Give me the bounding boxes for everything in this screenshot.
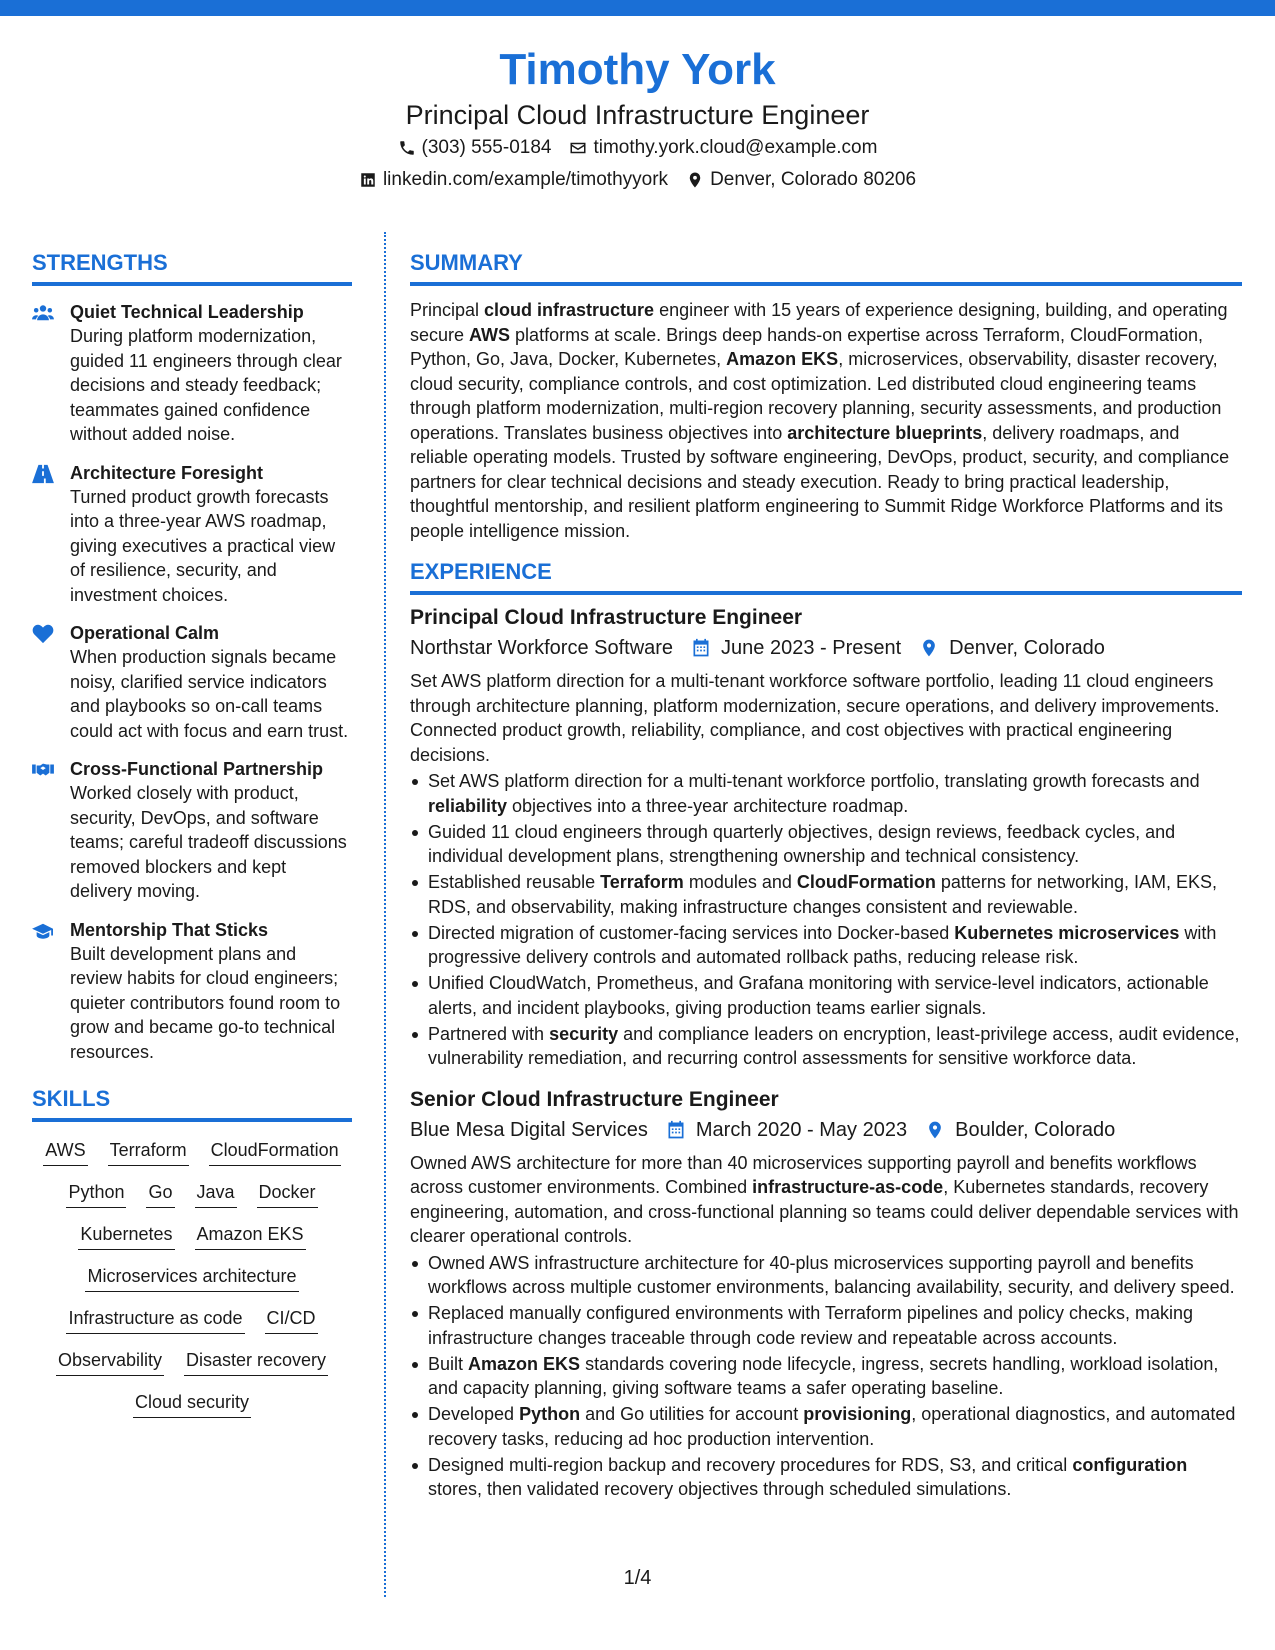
job-bullet: Partnered with security and compliance leaders on encryption, least-privilege access, audit evidence, vulnerability remediation, and recurring control assessments for sensitive workforce data. (410, 1022, 1242, 1071)
contact-row-1 (0, 132, 1275, 164)
candidate-name: Timothy York (499, 45, 776, 94)
right-column (410, 248, 1242, 1502)
job-company: Blue Mesa Digital Services (410, 1118, 648, 1141)
job-location-item (925, 1115, 1115, 1145)
contact-row-2 (0, 164, 1275, 196)
job-dates-item (666, 1115, 907, 1145)
job-entry (410, 1085, 1242, 1502)
skill-tag: Microservices architecture (85, 1262, 298, 1292)
experience-heading: EXPERIENCE (410, 557, 1242, 595)
skill-tag: Java (195, 1178, 237, 1208)
job-dates: March 2020 - May 2023 (695, 1118, 908, 1141)
strength-desc: Worked closely with product, security, DevOps, and software teams; careful tradeoff discussions removed blockers and kept delivery moving. (70, 783, 347, 901)
strength-desc: When production signals became noisy, clarified service indicators and playbooks so on-call teams could act with focus and earn trust. (70, 647, 349, 741)
skill-tag: Terraform (108, 1136, 189, 1166)
linkedin-item[interactable] (359, 164, 668, 196)
map-pin-icon (686, 171, 704, 189)
job-bullet: Owned AWS infrastructure architecture for 40-plus microservices supporting payroll and benefits workflows across multiple customer environments, balancing availability, security, and delivery speed. (410, 1251, 1242, 1300)
map-pin-icon (925, 1120, 945, 1140)
skill-tag: Go (146, 1178, 174, 1208)
strength-desc: Turned product growth forecasts into a three-year AWS roadmap, giving executives a practical view of resilience, security, and investment choices. (70, 486, 336, 605)
skills-row (32, 1388, 352, 1418)
calendar-icon (666, 1120, 686, 1140)
linkedin-text: linkedin.com/example/timothyyork (382, 169, 669, 190)
skills-section (32, 1084, 352, 1418)
summary-text: Principal cloud infrastructure engineer with 15 years of experience designing, building, and operating secure AWS platforms at scale. Brings deep hands-on expertise across Terraform, CloudFormation, Python, Go, Java, Docker, Kubernetes, Amazon EKS, microservices, observability, disaster recovery, cloud security, compliance controls, and cost optimization. Led distributed cloud engineering teams through platform modernization, multi-region recovery planning, security assessments, and production operations. Translates business objectives into architecture blueprints, delivery roadmaps, and reliable operating models. Trusted by software engineering, DevOps, product, security, and compliance partners for clear technical decisions and steady execution. Ready to bring practical leadership, thoughtful mentorship, and resilient platform engineering to Summit Ridge Workforce Platforms and its people intelligence mission. (410, 300, 1230, 541)
skills-row (32, 1346, 352, 1376)
email-text: timothy.york.cloud@example.com (593, 137, 878, 158)
strength-title: Cross-Functional Partnership (70, 759, 324, 779)
skill-tag: Kubernetes (78, 1220, 174, 1250)
job-location: Boulder, Colorado (955, 1118, 1116, 1141)
job-bullet: Guided 11 cloud engineers through quarterly objectives, design reviews, feedback cycles, and individual development plans, strengthening ownership and technical consistency. (410, 820, 1242, 869)
top-accent-bar (0, 0, 1275, 16)
skills-row (32, 1304, 352, 1334)
job-meta (410, 1115, 1242, 1145)
phone-text: (303) 555-0184 (421, 137, 552, 158)
job-title: Senior Cloud Infrastructure Engineer (410, 1087, 779, 1111)
email-item[interactable] (569, 132, 877, 164)
job-dates-item (691, 633, 901, 663)
job-bullet: Unified CloudWatch, Prometheus, and Grafana monitoring with service-level indicators, actionable alerts, and incident playbooks, giving production teams earlier signals. (410, 971, 1242, 1020)
calendar-icon (691, 638, 711, 658)
job-entry (410, 603, 1242, 1071)
envelope-icon (569, 139, 587, 157)
strength-item (32, 918, 352, 1065)
road-icon (32, 464, 54, 484)
skill-tag: Python (66, 1178, 126, 1208)
skills-row (32, 1178, 352, 1208)
strength-desc: Built development plans and review habits for cloud engineers; quieter contributors found room to grow and became go-to technical resources. (70, 943, 341, 1062)
skill-tag: CI/CD (265, 1304, 318, 1334)
skill-tag: Amazon EKS (195, 1220, 306, 1250)
job-company: Northstar Workforce Software (410, 637, 674, 659)
heart-icon (32, 624, 54, 644)
left-column (32, 248, 352, 1418)
jobs-list (410, 603, 1242, 1502)
skill-tag: Observability (56, 1346, 164, 1376)
strength-item (32, 461, 352, 608)
strength-title: Operational Calm (70, 623, 220, 643)
resume-header (0, 42, 1275, 196)
candidate-title: Principal Cloud Infrastructure Engineer (405, 100, 870, 130)
job-description: Owned AWS architecture for more than 40 microservices supporting payroll and benefits workflows across customer environments. Combined infrastructure-as-code, Kubernetes standards, recovery engineering, automation, and cross-functional planning so teams could deliver dependable services with clearer operational controls. (410, 1152, 1239, 1246)
skills-row (32, 1262, 352, 1292)
location-text: Denver, Colorado 80206 (710, 169, 917, 190)
phone-item (398, 132, 552, 164)
strength-title: Architecture Foresight (70, 462, 264, 483)
strength-title: Quiet Technical Leadership (70, 302, 304, 322)
job-bullet: Built Amazon EKS standards covering node lifecycle, ingress, secrets handling, workload isolation, and capacity planning, giving software teams a safer operating baseline. (410, 1352, 1242, 1401)
job-bullet: Set AWS platform direction for a multi-tenant workforce portfolio, translating growth forecasts and reliability objectives into a three-year architecture roadmap. (410, 769, 1242, 818)
skill-tag: Disaster recovery (184, 1346, 328, 1376)
strengths-section (32, 248, 352, 1064)
job-bullet: Replaced manually configured environments with Terraform pipelines and policy checks, making infrastructure changes traceable through code review and repeatable across accounts. (410, 1301, 1242, 1350)
page-number: 1/4 (623, 1567, 652, 1589)
column-divider (384, 232, 386, 1597)
strength-desc: During platform modernization, guided 11 engineers through clear decisions and steady feedback; teammates gained confidence without added noise. (70, 326, 342, 444)
location-item (686, 164, 916, 196)
job-bullets (410, 769, 1242, 1071)
job-bullet: Developed Python and Go utilities for account provisioning, operational diagnostics, and automated recovery tasks, reducing ad hoc production intervention. (410, 1402, 1242, 1451)
strength-title: Mentorship That Sticks (70, 919, 269, 940)
job-dates: June 2023 - Present (721, 637, 902, 659)
strength-item (32, 300, 352, 447)
graduation-cap-icon (32, 921, 54, 941)
job-bullet: Directed migration of customer-facing services into Docker-based Kubernetes microservices with progressive delivery controls and automated rollback paths, reducing release risk. (410, 921, 1242, 970)
skill-tag: Infrastructure as code (66, 1304, 244, 1334)
summary-section (410, 248, 1242, 543)
users-icon (32, 303, 54, 323)
job-description: Set AWS platform direction for a multi-tenant workforce software portfolio, leading 11 cloud engineers through architecture planning, platform modernization, secure operations, and delivery improvements. Connected product growth, reliability, compliance, and cost objectives with practical engineering decisions. (410, 671, 1220, 765)
experience-section (410, 557, 1242, 1502)
job-meta (410, 633, 1242, 663)
job-bullets (410, 1251, 1242, 1502)
job-location-item (919, 633, 1105, 663)
strength-item (32, 621, 352, 743)
linkedin-icon (359, 171, 377, 189)
skills-heading: SKILLS (32, 1084, 352, 1122)
skill-tag: CloudFormation (209, 1136, 341, 1166)
skill-tag: AWS (43, 1136, 87, 1166)
skills-row (32, 1220, 352, 1250)
skill-tag: Cloud security (133, 1388, 251, 1418)
strengths-heading: STRENGTHS (32, 248, 352, 286)
handshake-icon (32, 760, 54, 780)
strength-item (32, 757, 352, 904)
map-pin-icon (919, 638, 939, 658)
skills-list (32, 1136, 352, 1418)
skills-row (32, 1136, 352, 1166)
job-title: Principal Cloud Infrastructure Engineer (410, 606, 803, 629)
summary-heading: SUMMARY (410, 248, 1242, 286)
skill-tag: Docker (257, 1178, 318, 1208)
job-location: Denver, Colorado (949, 637, 1105, 659)
job-bullet: Established reusable Terraform modules and CloudFormation patterns for networking, IAM, EKS, RDS, and observability, making infrastructure changes consistent and reviewable. (410, 870, 1242, 919)
job-bullet: Designed multi-region backup and recovery procedures for RDS, S3, and critical configuration stores, then validated recovery objectives through scheduled simulations. (410, 1453, 1242, 1502)
phone-icon (398, 139, 416, 157)
